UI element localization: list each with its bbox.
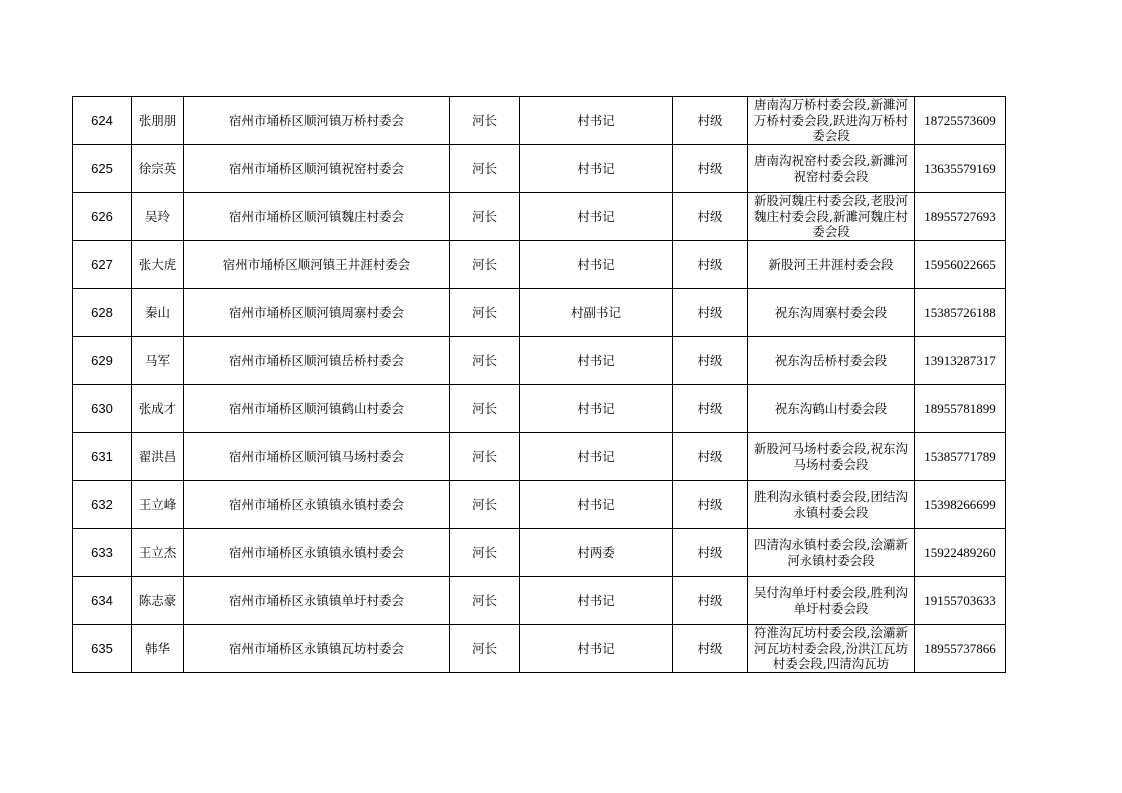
cell-role: 河长 (450, 625, 520, 673)
cell-role: 河长 (450, 529, 520, 577)
cell-number: 635 (73, 625, 132, 673)
river-segment-text: 符淮沟瓦坊村委会段,浍灞新河瓦坊村委会段,汾洪江瓦坊村委会段,四清沟瓦坊 (754, 625, 908, 672)
river-segment-text: 新股河王井涯村委会段 (768, 256, 894, 272)
cell-phone: 15398266699 (915, 481, 1006, 529)
cell-river-segment (748, 433, 915, 481)
cell-unit: 宿州市埇桥区顺河镇万桥村委会 (184, 97, 450, 145)
cell-role: 河长 (450, 145, 520, 193)
river-segment-text: 祝东沟周寨村委会段 (774, 304, 888, 320)
river-segment-text: 四清沟永镇村委会段,浍灞新河永镇村委会段 (754, 537, 908, 568)
cell-role: 河长 (450, 241, 520, 289)
table-row (73, 529, 1006, 577)
river-chief-table (72, 96, 1006, 673)
cell-position: 村书记 (520, 193, 673, 241)
cell-river-segment (748, 193, 915, 241)
table-row (73, 337, 1006, 385)
table-body (73, 97, 1006, 673)
cell-position: 村书记 (520, 625, 673, 673)
cell-role: 河长 (450, 481, 520, 529)
cell-number: 633 (73, 529, 132, 577)
river-segment-text: 唐南沟祝窑村委会段,新濉河祝窑村委会段 (754, 153, 908, 184)
cell-phone: 18725573609 (915, 97, 1006, 145)
cell-phone: 18955727693 (915, 193, 1006, 241)
table-row (73, 385, 1006, 433)
cell-unit: 宿州市埇桥区顺河镇马场村委会 (184, 433, 450, 481)
cell-name: 张朋朋 (132, 97, 184, 145)
cell-name: 张成才 (132, 385, 184, 433)
table-row (73, 577, 1006, 625)
cell-name: 韩华 (132, 625, 184, 673)
cell-name: 马军 (132, 337, 184, 385)
cell-phone: 15922489260 (915, 529, 1006, 577)
cell-phone: 18955737866 (915, 625, 1006, 673)
river-segment-text: 胜利沟永镇村委会段,团结沟永镇村委会段 (754, 489, 908, 520)
cell-phone: 15385726188 (915, 289, 1006, 337)
cell-name: 王立杰 (132, 529, 184, 577)
cell-level: 村级 (673, 385, 748, 433)
cell-number: 632 (73, 481, 132, 529)
cell-position: 村书记 (520, 577, 673, 625)
cell-level: 村级 (673, 625, 748, 673)
cell-number: 624 (73, 97, 132, 145)
cell-name: 翟洪昌 (132, 433, 184, 481)
cell-unit: 宿州市埇桥区顺河镇王井涯村委会 (184, 241, 450, 289)
river-segment-text: 吴付沟单圩村委会段,胜利沟单圩村委会段 (754, 585, 908, 616)
cell-role: 河长 (450, 577, 520, 625)
cell-river-segment (748, 145, 915, 193)
table-row (73, 289, 1006, 337)
cell-unit: 宿州市埇桥区永镇镇永镇村委会 (184, 481, 450, 529)
cell-unit: 宿州市埇桥区永镇镇瓦坊村委会 (184, 625, 450, 673)
cell-level: 村级 (673, 145, 748, 193)
cell-name: 吴玲 (132, 193, 184, 241)
cell-phone: 19155703633 (915, 577, 1006, 625)
cell-level: 村级 (673, 577, 748, 625)
river-segment-text: 祝东沟鹤山村委会段 (774, 400, 888, 416)
table-row (73, 481, 1006, 529)
cell-river-segment (748, 97, 915, 145)
cell-role: 河长 (450, 385, 520, 433)
cell-river-segment (748, 529, 915, 577)
river-segment-text: 祝东沟岳桥村委会段 (774, 352, 888, 368)
table-row (73, 193, 1006, 241)
cell-level: 村级 (673, 289, 748, 337)
cell-number: 630 (73, 385, 132, 433)
cell-river-segment (748, 577, 915, 625)
cell-level: 村级 (673, 193, 748, 241)
table-row (73, 433, 1006, 481)
cell-name: 秦山 (132, 289, 184, 337)
cell-number: 634 (73, 577, 132, 625)
cell-unit: 宿州市埇桥区顺河镇魏庄村委会 (184, 193, 450, 241)
cell-number: 626 (73, 193, 132, 241)
cell-position: 村书记 (520, 145, 673, 193)
cell-unit: 宿州市埇桥区顺河镇祝窑村委会 (184, 145, 450, 193)
cell-name: 陈志豪 (132, 577, 184, 625)
cell-position: 村书记 (520, 481, 673, 529)
cell-unit: 宿州市埇桥区顺河镇岳桥村委会 (184, 337, 450, 385)
cell-phone: 13635579169 (915, 145, 1006, 193)
cell-unit: 宿州市埇桥区永镇镇单圩村委会 (184, 577, 450, 625)
cell-number: 629 (73, 337, 132, 385)
table-row (73, 145, 1006, 193)
table-row (73, 241, 1006, 289)
cell-position: 村两委 (520, 529, 673, 577)
cell-name: 张大虎 (132, 241, 184, 289)
cell-unit: 宿州市埇桥区顺河镇周寨村委会 (184, 289, 450, 337)
cell-number: 628 (73, 289, 132, 337)
cell-position: 村书记 (520, 241, 673, 289)
table-row (73, 625, 1006, 673)
river-segment-text: 新股河马场村委会段,祝东沟马场村委会段 (754, 441, 908, 472)
cell-number: 627 (73, 241, 132, 289)
cell-position: 村书记 (520, 337, 673, 385)
cell-name: 王立峰 (132, 481, 184, 529)
table-row (73, 97, 1006, 145)
cell-role: 河长 (450, 97, 520, 145)
cell-level: 村级 (673, 337, 748, 385)
cell-role: 河长 (450, 337, 520, 385)
cell-phone: 13913287317 (915, 337, 1006, 385)
cell-position: 村书记 (520, 433, 673, 481)
cell-level: 村级 (673, 433, 748, 481)
cell-river-segment (748, 385, 915, 433)
cell-phone: 15956022665 (915, 241, 1006, 289)
river-segment-text: 新股河魏庄村委会段,老股河魏庄村委会段,新濉河魏庄村委会段 (754, 193, 908, 240)
cell-level: 村级 (673, 241, 748, 289)
cell-river-segment (748, 625, 915, 673)
cell-level: 村级 (673, 97, 748, 145)
cell-level: 村级 (673, 529, 748, 577)
cell-position: 村书记 (520, 97, 673, 145)
cell-number: 625 (73, 145, 132, 193)
cell-river-segment (748, 289, 915, 337)
cell-role: 河长 (450, 193, 520, 241)
cell-name: 徐宗英 (132, 145, 184, 193)
cell-role: 河长 (450, 433, 520, 481)
cell-number: 631 (73, 433, 132, 481)
cell-level: 村级 (673, 481, 748, 529)
cell-unit: 宿州市埇桥区顺河镇鹤山村委会 (184, 385, 450, 433)
cell-position: 村书记 (520, 385, 673, 433)
cell-position: 村副书记 (520, 289, 673, 337)
cell-river-segment (748, 241, 915, 289)
cell-phone: 18955781899 (915, 385, 1006, 433)
cell-role: 河长 (450, 289, 520, 337)
cell-river-segment (748, 337, 915, 385)
cell-river-segment (748, 481, 915, 529)
cell-unit: 宿州市埇桥区永镇镇永镇村委会 (184, 529, 450, 577)
river-segment-text: 唐南沟万桥村委会段,新濉河万桥村委会段,跃进沟万桥村委会段 (754, 97, 908, 144)
cell-phone: 15385771789 (915, 433, 1006, 481)
